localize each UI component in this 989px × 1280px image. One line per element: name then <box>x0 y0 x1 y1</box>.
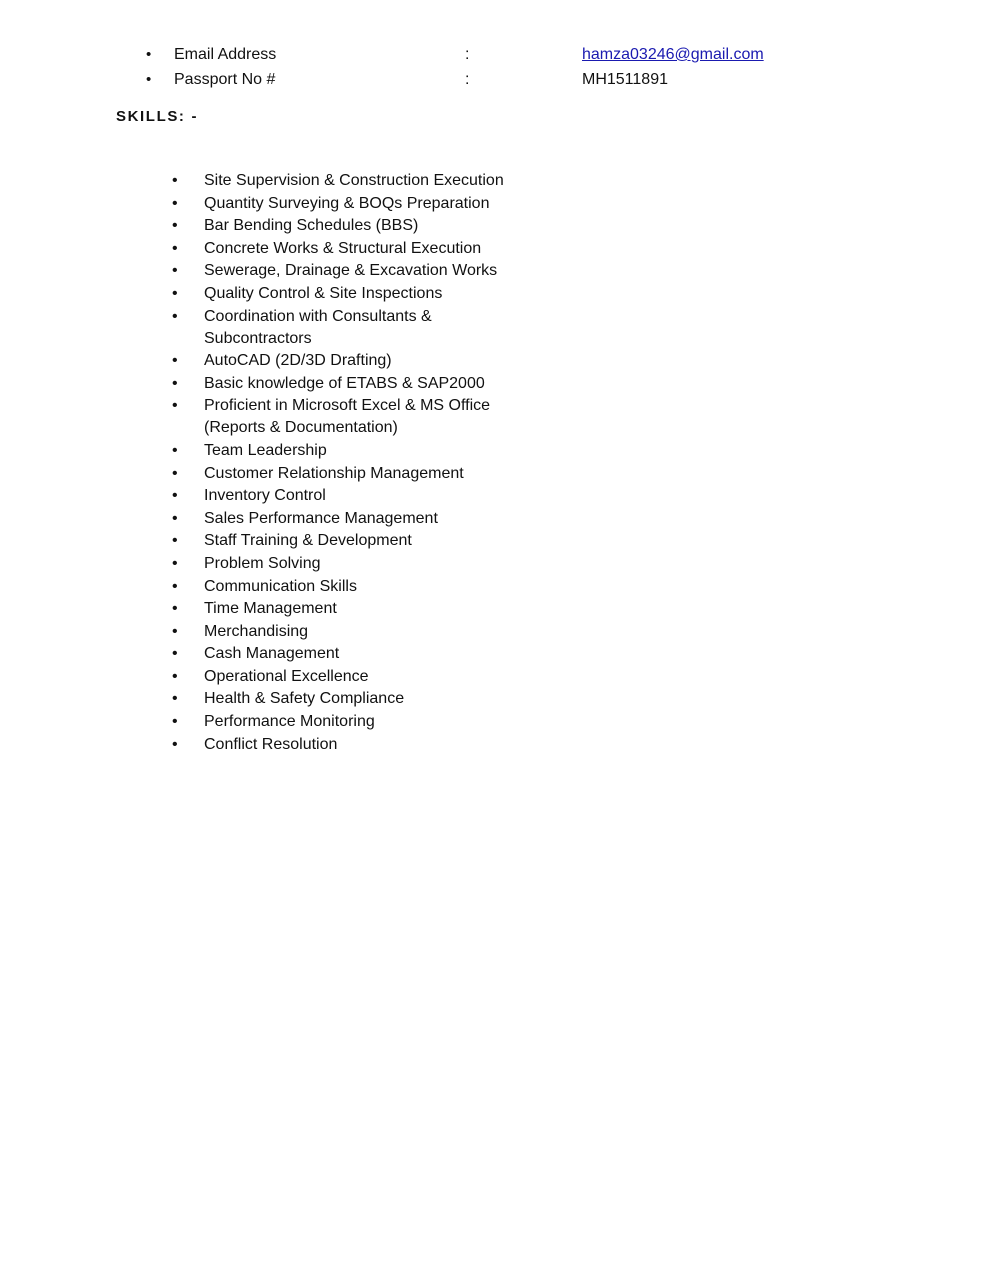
skill-list-item <box>172 643 532 665</box>
skill-list-item <box>172 373 532 395</box>
skill-text: Proficient in Microsoft Excel & MS Office (Reports & Documentation) <box>204 397 491 437</box>
bullet-icon: • <box>146 46 152 63</box>
skill-text: Conflict Resolution <box>204 735 338 753</box>
skill-list-item <box>172 576 532 598</box>
skill-text: Bar Bending Schedules (BBS) <box>204 217 419 235</box>
passport-label: Passport No # <box>174 71 276 88</box>
skill-text: Sewerage, Drainage & Excavation Works <box>204 262 498 280</box>
skill-list-item <box>172 238 532 260</box>
skill-text: Performance Monitoring <box>204 713 375 731</box>
skill-list-item <box>172 170 532 192</box>
bullet-icon: • <box>172 509 178 527</box>
skill-list-item <box>172 666 532 688</box>
email-colon: : <box>465 46 470 63</box>
skill-text: Concrete Works & Structural Execution <box>204 239 482 257</box>
bullet-icon: • <box>172 262 178 280</box>
skill-list-item <box>172 508 532 530</box>
skill-text: Problem Solving <box>204 554 321 572</box>
skill-text: Basic knowledge of ETABS & SAP2000 <box>204 374 485 392</box>
bullet-icon: • <box>172 690 178 708</box>
skill-list-item <box>172 260 532 282</box>
bullet-icon: • <box>146 71 152 88</box>
skill-text: Sales Performance Management <box>204 509 438 527</box>
skill-list-item <box>172 306 532 350</box>
bullet-icon: • <box>172 577 178 595</box>
bullet-icon: • <box>172 713 178 731</box>
bullet-icon: • <box>172 667 178 685</box>
bullet-icon: • <box>172 600 178 618</box>
bullet-icon: • <box>172 487 178 505</box>
skill-list-item <box>172 688 532 710</box>
skill-text: Inventory Control <box>204 487 326 505</box>
skills-heading-dash: - <box>191 108 197 125</box>
bullet-icon: • <box>172 554 178 572</box>
skill-list-item <box>172 553 532 575</box>
skill-list-item <box>172 283 532 305</box>
skill-text: Health & Safety Compliance <box>204 690 405 708</box>
skill-text: Time Management <box>204 600 337 618</box>
bullet-icon: • <box>172 352 178 370</box>
skill-text: Communication Skills <box>204 577 357 595</box>
skill-text: Site Supervision & Construction Execution <box>204 172 504 189</box>
bullet-icon: • <box>172 194 178 212</box>
skill-list-item <box>172 530 532 552</box>
email-label: Email Address <box>174 46 277 63</box>
bullet-icon: • <box>172 397 178 415</box>
bullet-icon: • <box>172 735 178 753</box>
bullet-icon: • <box>172 307 178 325</box>
skill-list-item <box>172 193 532 215</box>
skill-text: AutoCAD (2D/3D Drafting) <box>204 352 392 370</box>
email-link[interactable]: hamza03246@gmail.com <box>582 46 764 63</box>
bullet-icon: • <box>172 464 178 482</box>
bullet-icon: • <box>172 645 178 663</box>
skill-text: Team Leadership <box>204 441 327 459</box>
skill-text: Staff Training & Development <box>204 532 412 550</box>
bullet-icon: • <box>172 217 178 235</box>
skill-list-item <box>172 395 532 439</box>
personal-info-list <box>146 42 906 92</box>
passport-value: MH1511891 <box>582 71 668 88</box>
bullet-icon: • <box>172 441 178 459</box>
skill-list-item <box>172 463 532 485</box>
skill-list-item <box>172 621 532 643</box>
skill-list-item <box>172 598 532 620</box>
skill-text: Quantity Surveying & BOQs Preparation <box>204 194 490 212</box>
bullet-icon: • <box>172 284 178 302</box>
bullet-icon: • <box>172 374 178 392</box>
email-row <box>146 42 906 67</box>
skill-text: Operational Excellence <box>204 667 369 685</box>
skill-list-item <box>172 440 532 462</box>
skill-text: Customer Relationship Management <box>204 464 464 482</box>
bullet-icon: • <box>172 239 178 257</box>
bullet-icon: • <box>172 622 178 640</box>
skill-text: Cash Management <box>204 645 340 663</box>
skills-list <box>172 170 532 756</box>
skill-list-item <box>172 734 532 756</box>
skills-heading <box>116 106 197 128</box>
skills-heading-label: SKILLS: <box>116 108 186 125</box>
skill-list-item <box>172 711 532 733</box>
skill-list-item <box>172 215 532 237</box>
skill-text: Coordination with Consultants & Subcontractors <box>204 307 432 347</box>
passport-row <box>146 67 906 92</box>
skill-text: Quality Control & Site Inspections <box>204 284 443 302</box>
skill-list-item <box>172 350 532 372</box>
skill-list-item <box>172 485 532 507</box>
skill-text: Merchandising <box>204 622 309 640</box>
passport-colon: : <box>465 71 470 88</box>
bullet-icon: • <box>172 172 178 189</box>
bullet-icon: • <box>172 532 178 550</box>
